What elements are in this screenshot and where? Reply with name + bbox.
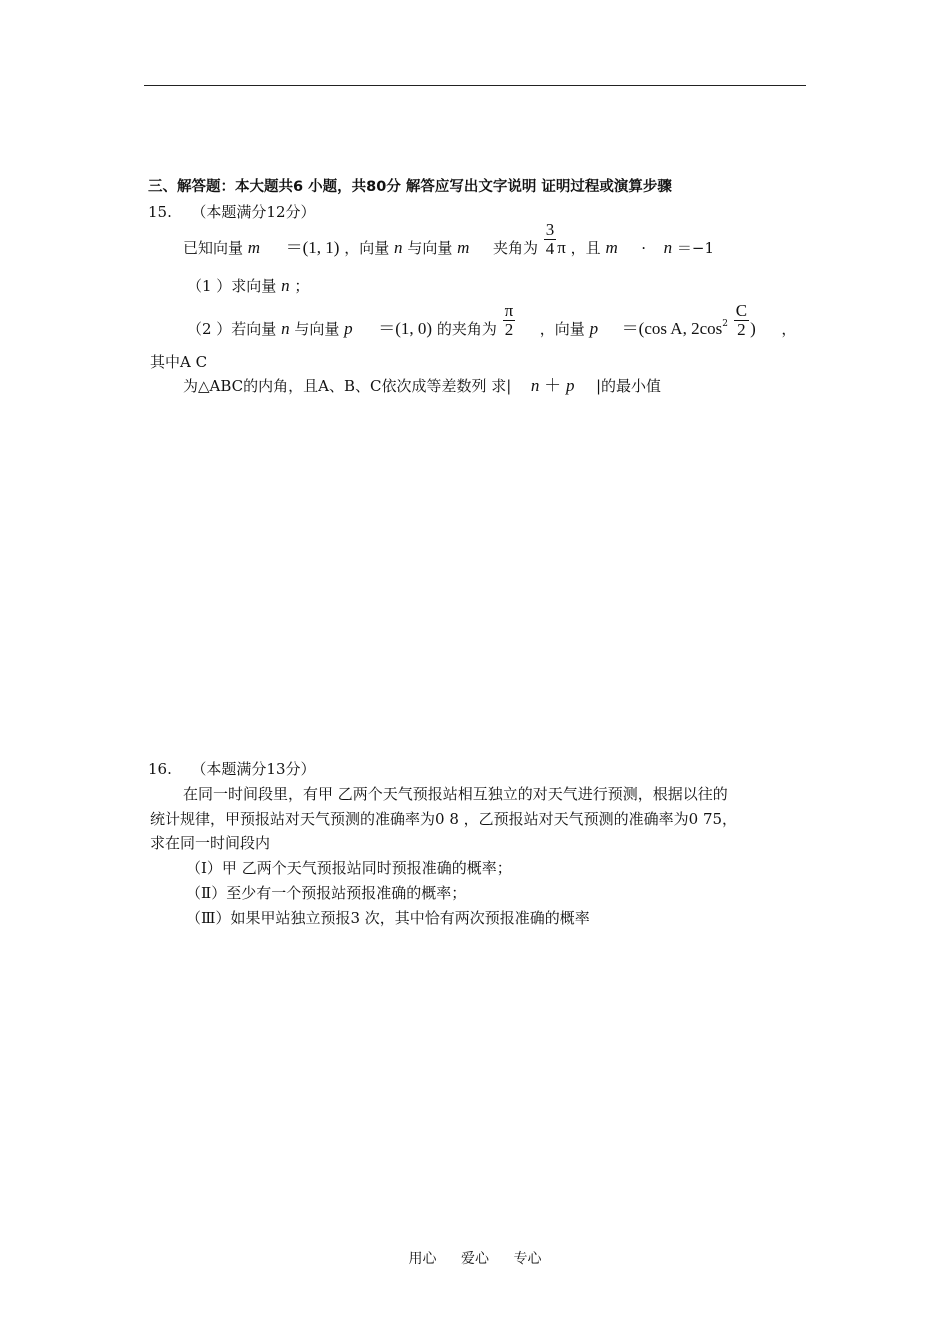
part2-value-2b: ) (750, 319, 756, 338)
section-heading: 三、解答题：本大题共6 小题，共80分 解答应写出文字说明 证明过程或演算步骤 (148, 179, 672, 195)
part2-value-1: ＝(1, 0) (378, 319, 433, 338)
q16-title (148, 759, 316, 779)
footer-word-2: 爱心 (461, 1251, 489, 1267)
q16-line-2: 统计规律，甲预报站对天气预测的准确率为0 8 ，乙预报站对天气预测的准确率为0 75， (150, 810, 738, 828)
q16-number: 16. (148, 760, 172, 778)
header-rule (144, 85, 806, 86)
stem-text-5: ，且 (570, 239, 601, 257)
part2-text-2: 的夹角为 (436, 320, 497, 338)
dot-product: · (641, 239, 647, 257)
vector-n: n (394, 238, 403, 257)
part2-comma: ， (781, 320, 797, 338)
frac-num: π (504, 300, 514, 320)
cont2-text-b: |的最小值 (596, 377, 662, 395)
q16-line-3: 求在同一时间段内 (150, 834, 271, 852)
cont2-vector-p: p (565, 376, 575, 395)
part2-text-1: 与向量 (294, 320, 340, 338)
q16-line-1: 在同一时间段里，有甲 乙两个天气预报站相互独立的对天气进行预测，根据以往的 (183, 785, 728, 803)
frac-den: 2 (504, 319, 514, 339)
vector-n-2: n (663, 238, 673, 257)
part2-vector-q: p (344, 319, 353, 338)
q15-title (148, 202, 316, 222)
exponent: 2 (722, 319, 728, 329)
fraction-pi-over-2 (503, 302, 516, 339)
part2-vector-p: p (589, 319, 599, 338)
part1-end: ； (294, 277, 310, 295)
frac-den: 2 (737, 319, 746, 339)
q16-item-1: （Ⅰ）甲 乙两个天气预报站同时预报准确的概率； (186, 859, 512, 877)
q15-stem (183, 219, 715, 258)
frac-num: 3 (545, 219, 555, 239)
page-footer (0, 1248, 950, 1268)
part2-value-2a: ＝(cos A, 2cos (621, 319, 723, 338)
footer-word-3: 专心 (513, 1251, 542, 1267)
q16-item-2: （Ⅱ）至少有一个预报站预报准确的概率； (186, 884, 467, 902)
vector-m-value: ＝(1, 1) (285, 238, 340, 257)
stem-text-3: 与向量 (407, 239, 453, 257)
pi-symbol: π (557, 238, 566, 257)
fraction-three-quarters (544, 221, 557, 258)
stem-text-4: 夹角为 (492, 239, 538, 257)
fraction-c-over-2 (734, 302, 749, 339)
q15-number: 15. (148, 203, 172, 221)
q15-part2 (187, 300, 797, 339)
frac-den: 4 (545, 238, 555, 258)
part2-label: （2 ）若向量 (187, 320, 277, 338)
q16-item-3: （Ⅲ）如果甲站独立预报3 次，其中恰有两次预报准确的概率 (186, 909, 590, 927)
cont2-text-a: 为△ABC的内角，且A、B、C依次成等差数列 求| (183, 377, 512, 395)
vector-m-3: m (605, 238, 618, 257)
q15-score: （本题满分12分） (191, 203, 316, 221)
q15-continuation-1: 其中A C (150, 353, 208, 371)
part1-label: （1 ）求向量 (187, 277, 277, 295)
footer-word-1: 用心 (408, 1251, 437, 1267)
part2-text-3: ，向量 (539, 320, 585, 338)
plus-sign: ＋ (544, 376, 562, 395)
vector-m: m (247, 238, 261, 257)
q15-continuation-2 (183, 376, 661, 396)
part1-vector-n: n (281, 276, 290, 295)
frac-num: C (735, 300, 748, 320)
stem-text-2: ，向量 (344, 239, 390, 257)
dot-result: ＝−1 (676, 239, 715, 257)
q16-score: （本题满分13分） (191, 760, 316, 778)
cont2-vector-n: n (530, 376, 540, 395)
vector-m-2: m (457, 238, 470, 257)
q15-part1 (187, 276, 309, 296)
stem-text-1: 已知向量 (183, 239, 244, 257)
part2-vector-n: n (281, 319, 290, 338)
